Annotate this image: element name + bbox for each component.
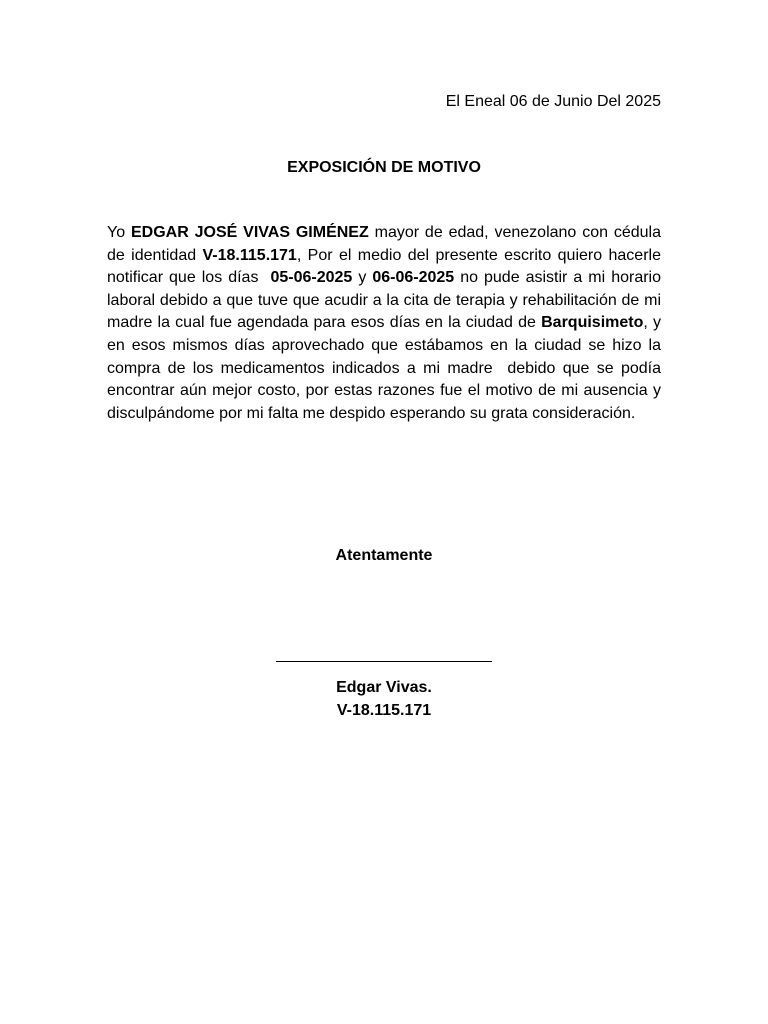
body-text-4: y [352, 269, 373, 287]
body-bold-date-2: 06-06-2025 [372, 269, 455, 287]
closing-salutation: Atentamente [335, 547, 433, 564]
signature-line [276, 661, 492, 662]
body-text-5: no pude asistir a mi horario laboral debido a que tuve que acudir a la cita de terapia y rehabilitación de mi madre la cual fue agendada para esos días en la ciudad de [107, 269, 666, 332]
body-text-6: , y en esos mismos días aprovechado que estábamos en la ciudad se hizo la compra de los medicamentos indicados a mi madre debido que se podía encontrar aún mejor costo, por estas razones fue el motivo de mi ausencia y disculpándome por mi falta me despido esperando su grata consideración. [107, 314, 666, 422]
body-bold-city: Barquisimeto [541, 314, 644, 332]
signer-id-number: V-18.115.171 [336, 702, 432, 719]
body-text-3: , Por el medio del presente escrito quiero hacerle notificar que los días [107, 246, 666, 287]
body-bold-full-name: EDGAR JOSÉ VIVAS GIMÉNEZ [130, 224, 369, 241]
signer-name: Edgar Vivas. [336, 679, 432, 696]
body-bold-id-number: V-18.115.171 [202, 246, 297, 264]
body-text-2: mayor de edad, venezolano con cédula de identidad [107, 224, 666, 264]
document-title: EXPOSICIÓN DE MOTIVO [287, 159, 481, 176]
letter-body [107, 222, 666, 425]
body-bold-date-1: 05-06-2025 [270, 269, 353, 287]
date-line: El Eneal 06 de Junio Del 2025 [445, 93, 661, 110]
body-text-1: Yo [107, 224, 131, 241]
